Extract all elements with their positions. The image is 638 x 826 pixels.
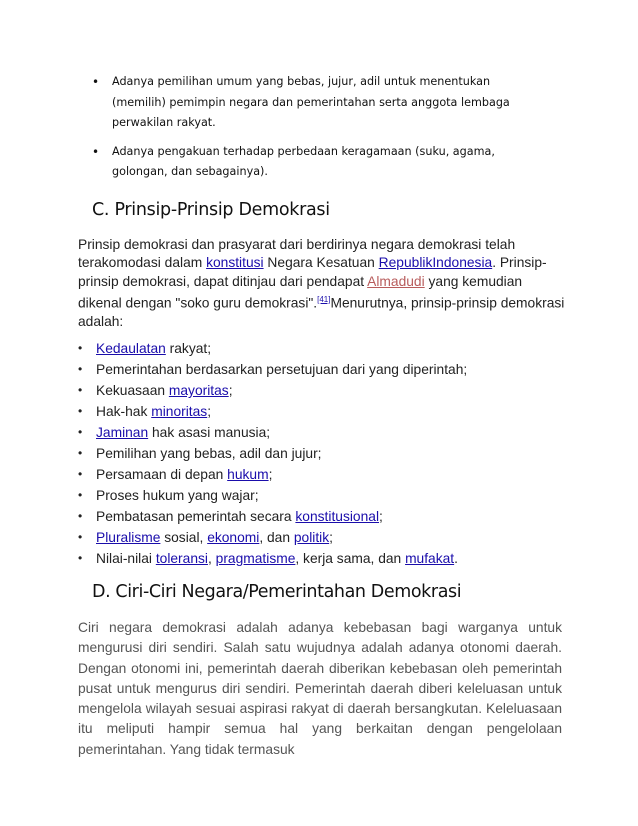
section-c-paragraph bbox=[78, 236, 568, 331]
link-mayoritas[interactable]: mayoritas bbox=[168, 383, 229, 398]
link-republik-indonesia[interactable]: RepublikIndonesia bbox=[378, 255, 493, 271]
para-text: Prinsip demokrasi dan prasyarat dari berdirinya negara demokrasi telah terakomodasi dalam bbox=[78, 237, 516, 271]
list-item: • Persamaan di depan hukum; bbox=[78, 464, 467, 485]
list-item: • Proses hukum yang wajar; bbox=[78, 485, 467, 506]
list-item: • Pemerintahan berdasarkan persetujuan dari yang diperintah; bbox=[78, 359, 467, 380]
link-konstitusi[interactable]: konstitusi bbox=[206, 255, 264, 271]
para-text: Negara Kesatuan bbox=[263, 255, 379, 271]
link-toleransi[interactable]: toleransi bbox=[155, 551, 208, 566]
link-almadudi[interactable]: Almadudi bbox=[367, 273, 425, 289]
list-item: • Pluralisme sosial, ekonomi, dan politik; bbox=[78, 527, 467, 548]
list-item: • Hak-hak minoritas; bbox=[78, 401, 467, 422]
top-bullet-list bbox=[84, 72, 544, 191]
section-heading-d: D. Ciri-Ciri Negara/Pemerintahan Demokrasi bbox=[92, 582, 462, 602]
list-item: • Kedaulatan rakyat; bbox=[78, 338, 467, 359]
list-item: • Adanya pengakuan terhadap perbedaan keragamaan (suku, agama, golongan, dan sebagainya). bbox=[84, 142, 544, 183]
link-konstitusional[interactable]: konstitusional bbox=[295, 509, 380, 524]
para-text: . Prinsip-prinsip demokrasi, dapat ditinjau dari pendapat bbox=[78, 255, 547, 289]
link-mufakat[interactable]: mufakat bbox=[405, 551, 455, 566]
link-pragmatisme[interactable]: pragmatisme bbox=[215, 551, 296, 566]
section-heading-c: C. Prinsip-Prinsip Demokrasi bbox=[92, 200, 330, 220]
para-text: Menurutnya, prinsip-prinsip demokrasi adalah: bbox=[78, 295, 565, 329]
link-minoritas[interactable]: minoritas bbox=[151, 404, 208, 419]
para-text: yang kemudian dikenal dengan "soko guru demokrasi". bbox=[78, 273, 523, 311]
section-d-paragraph: Ciri negara demokrasi adalah adanya kebebasan bagi warganya untuk mengurusi diri sendiri. Salah satu wujudnya adalah adanya otonomi daerah. Dengan otonomi ini, pemerintah daerah diberikan kebebasan oleh pemerintah pusat untuk mengurus diri sendiri. Pemerintah daerah diberi keleluasan untuk mengelola wilayah sesuai aspirasi rakyat di daerah bersangkutan. Keleluasaan itu meliputi hampir semua hal yang berkaitan dengan pengelolaan pemerintahan. Yang tidak termasuk bbox=[78, 620, 562, 757]
list-item: • Pemilihan yang bebas, adil dan jujur; bbox=[78, 443, 467, 464]
link-jaminan[interactable]: Jaminan bbox=[96, 425, 149, 440]
link-ekonomi[interactable]: ekonomi bbox=[207, 530, 260, 545]
reference-link[interactable]: [41] bbox=[317, 294, 331, 304]
principles-list bbox=[78, 338, 467, 569]
link-politik[interactable]: politik bbox=[293, 530, 330, 545]
list-item: • Jaminan hak asasi manusia; bbox=[78, 422, 467, 443]
list-item: • Nilai-nilai toleransi, pragmatisme, kerja sama, dan mufakat. bbox=[78, 548, 467, 569]
link-kedaulatan[interactable]: Kedaulatan bbox=[96, 341, 166, 356]
list-item: • Kekuasaan mayoritas; bbox=[78, 380, 467, 401]
list-item: • Pembatasan pemerintah secara konstitusional; bbox=[78, 506, 467, 527]
link-pluralisme[interactable]: Pluralisme bbox=[96, 530, 161, 545]
link-hukum[interactable]: hukum bbox=[227, 467, 269, 482]
list-item: • Adanya pemilihan umum yang bebas, jujur, adil untuk menentukan (memilih) pemimpin negara dan pemerintahan serta anggota lembaga perwakilan rakyat. bbox=[84, 72, 544, 134]
